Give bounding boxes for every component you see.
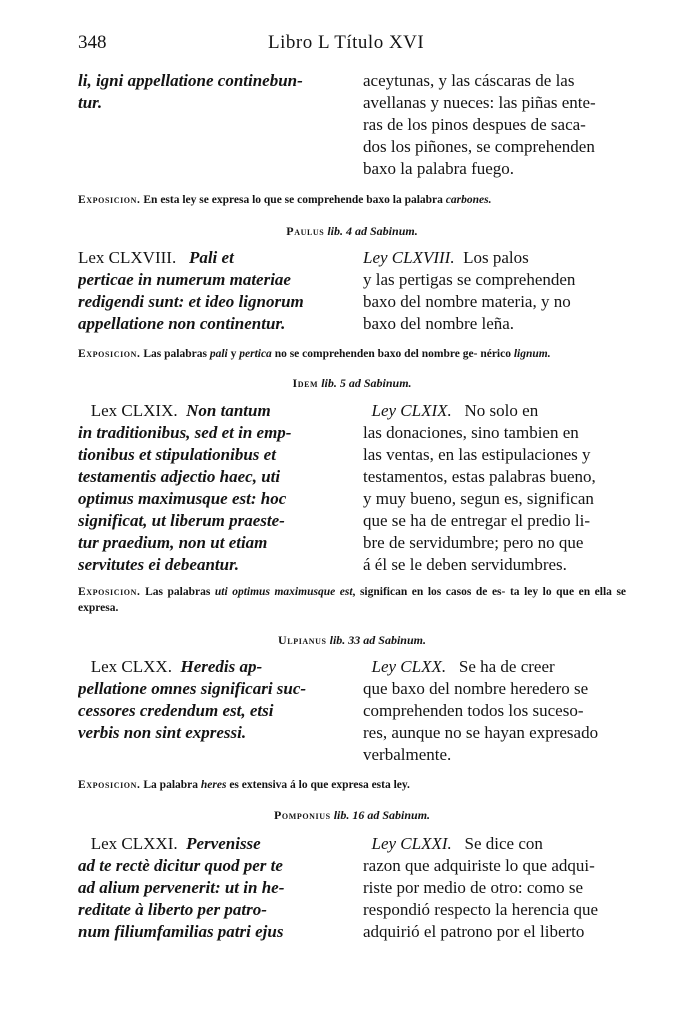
- exposicion-3: [78, 584, 626, 616]
- text-fragment: Heredis ap-: [180, 657, 263, 676]
- text-line: baxo la palabra fuego.: [363, 159, 515, 178]
- spanish-law-169: [363, 400, 627, 576]
- text-line: [363, 400, 627, 422]
- running-title: Libro L Título XVI: [268, 32, 425, 53]
- text-line: [78, 247, 350, 269]
- source-book: lib. 4 ad Sabinum.: [327, 224, 418, 238]
- exposicion-label: Exposicion.: [78, 779, 141, 791]
- spanish-law-168: [363, 247, 627, 335]
- exposicion-label: Exposicion.: [78, 348, 141, 360]
- source-author: Ulpianus: [278, 633, 327, 647]
- source-citation-3: [78, 633, 626, 648]
- exposicion-term: lignum.: [513, 348, 551, 360]
- spanish-continuation: [363, 70, 627, 180]
- text-line: que se ha de entregar el predio li-: [363, 511, 591, 530]
- source-book: lib. 33 ad Sabinum.: [329, 633, 426, 647]
- text-line: ad alium pervenerit: ut in he-: [78, 878, 285, 897]
- text-line: cessores credendum est, etsi: [78, 701, 274, 720]
- text-line: riste por medio de otro: como se: [363, 878, 584, 897]
- text-line: aceytunas, y las cáscaras de las: [363, 71, 575, 90]
- source-citation-1: [78, 224, 626, 239]
- text-line: ras de los pinos despues de saca-: [363, 115, 586, 134]
- exposicion-text: En esta ley se expresa lo que se comprehende baxo la palabra: [143, 194, 443, 206]
- text-fragment: Se dice con: [464, 834, 543, 853]
- text-line: [363, 833, 627, 855]
- exposicion-text: nérico: [480, 348, 511, 360]
- text-line: verbalmente.: [363, 745, 452, 764]
- text-line: testamentos, estas palabras bueno,: [363, 467, 596, 486]
- text-line: pellatione omnes significari suc-: [78, 679, 307, 698]
- latin-law-169: [78, 400, 350, 576]
- text-fragment: Non tantum: [186, 401, 271, 420]
- exposicion-text: La palabra: [143, 779, 199, 791]
- text-line: las ventas, en las estipulaciones y: [363, 445, 591, 464]
- exposicion-term: pertica: [239, 348, 272, 360]
- text-line: respondió respecto la herencia que: [363, 900, 599, 919]
- latin-continuation: [78, 70, 350, 114]
- exposicion-1: [78, 192, 626, 208]
- exposicion-term: uti optimus maximusque est: [214, 586, 353, 598]
- source-book: lib. 16 ad Sabinum.: [333, 808, 431, 822]
- text-line: bre de servidumbre; pero no que: [363, 533, 584, 552]
- lex-title: Lex CLXVIII.: [78, 248, 177, 267]
- text-line: que baxo del nombre heredero se: [363, 679, 589, 698]
- text-line: res, aunque no se hayan expresado: [363, 723, 599, 742]
- text-fragment: No solo en: [464, 401, 539, 420]
- source-author: Idem: [292, 376, 319, 390]
- source-author: Pomponius: [273, 808, 331, 822]
- text-line: optimus maximusque est: hoc: [78, 489, 287, 508]
- source-citation-2: [78, 376, 626, 391]
- page-header: [78, 32, 628, 62]
- ley-title: Ley CLXXI.: [371, 834, 452, 853]
- text-line: verbis non sint expressi.: [78, 723, 247, 742]
- text-line: tionibus et stipulationibus et: [78, 445, 276, 464]
- exposicion-2: [78, 346, 626, 362]
- text-line: comprehenden todos los suceso-: [363, 701, 584, 720]
- text-line: tur praedium, non ut etiam: [78, 533, 268, 552]
- text-line: redigendi sunt: et ideo lignorum: [78, 292, 304, 311]
- text-line: testamentis adjectio haec, uti: [78, 467, 281, 486]
- text-line: li, igni appellatione continebun-: [78, 71, 303, 90]
- source-author: Paulus: [286, 224, 325, 238]
- exposicion-label: Exposicion.: [78, 194, 141, 206]
- text-line: adquirió el patrono por el liberto: [363, 922, 585, 941]
- exposicion-label: Exposicion.: [78, 586, 141, 598]
- latin-law-171: [78, 833, 350, 943]
- text-line: perticae in numerum materiae: [78, 270, 291, 289]
- exposicion-4: [78, 777, 626, 793]
- ley-title: Ley CLXIX.: [371, 401, 452, 420]
- exposicion-term: heres: [200, 779, 227, 791]
- exposicion-text: no se comprehenden baxo del nombre ge-: [274, 348, 478, 360]
- text-line: las donaciones, sino tambien en: [363, 423, 579, 442]
- ley-title: Ley CLXVIII.: [363, 248, 455, 267]
- text-line: reditate à liberto per patro-: [78, 900, 267, 919]
- text-line: [363, 247, 627, 269]
- text-line: appellatione non continentur.: [78, 314, 286, 333]
- text-fragment: Se ha de creer: [458, 657, 555, 676]
- text-line: ad te rectè dicitur quod per te: [78, 856, 283, 875]
- lex-title: Lex CLXX.: [90, 657, 172, 676]
- text-line: avellanas y nueces: las piñas ente-: [363, 93, 596, 112]
- ley-title: Ley CLXX.: [371, 657, 447, 676]
- text-line: baxo del nombre leña.: [363, 314, 515, 333]
- source-book: lib. 5 ad Sabinum.: [321, 376, 412, 390]
- text-fragment: Pali et: [188, 248, 234, 267]
- text-line: [78, 656, 350, 678]
- spanish-law-170: [363, 656, 627, 766]
- exposicion-text: ta ley lo que en ella se expresa.: [78, 586, 627, 614]
- text-line: dos los piñones, se comprehenden: [363, 137, 595, 156]
- text-fragment: Los palos: [463, 248, 529, 267]
- spanish-law-171: [363, 833, 627, 943]
- text-fragment: Pervenisse: [186, 834, 261, 853]
- lex-title: Lex CLXXI.: [90, 834, 178, 853]
- text-line: y las pertigas se comprehenden: [363, 270, 576, 289]
- exposicion-text: Las palabras: [143, 348, 207, 360]
- exposicion-term: pali: [209, 348, 228, 360]
- exposicion-text: Las palabras: [145, 586, 211, 598]
- text-line: num filiumfamilias patri ejus: [78, 922, 284, 941]
- exposicion-text: y: [230, 348, 237, 360]
- text-line: [78, 833, 350, 855]
- exposicion-text: , significan en los casos de es-: [352, 586, 506, 598]
- page-number: 348: [78, 32, 107, 53]
- text-line: in traditionibus, sed et in emp-: [78, 423, 292, 442]
- text-line: baxo del nombre materia, y no: [363, 292, 571, 311]
- exposicion-text: es extensiva á lo que expresa esta ley.: [229, 779, 410, 791]
- lex-title: Lex CLXIX.: [90, 401, 178, 420]
- text-line: significat, ut liberum praeste-: [78, 511, 285, 530]
- latin-law-170: [78, 656, 350, 744]
- text-line: á él se le deben servidumbres.: [363, 555, 567, 574]
- exposicion-term: carbones.: [445, 194, 492, 206]
- text-line: servitutes ei debeantur.: [78, 555, 240, 574]
- text-line: [363, 656, 627, 678]
- text-line: tur.: [78, 93, 103, 112]
- text-line: [78, 400, 350, 422]
- latin-law-168: [78, 247, 350, 335]
- text-line: y muy bueno, segun es, significan: [363, 489, 594, 508]
- text-line: razon que adquiriste lo que adqui-: [363, 856, 595, 875]
- source-citation-4: [78, 808, 626, 823]
